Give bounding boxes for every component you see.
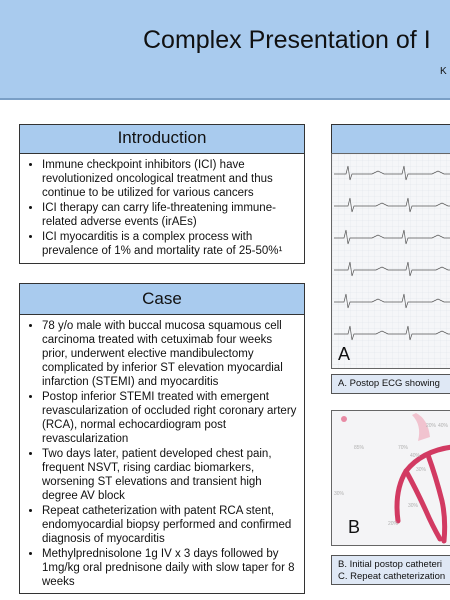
list-item: • Immune checkpoint inhibitors (ICI) have revolutionized oncological treatment and thus continue to be utilized for various cancers (42, 158, 298, 200)
angio-caption (331, 555, 450, 585)
case-body (19, 314, 305, 594)
stenosis-label: 30% (416, 467, 427, 473)
ecg-caption: A. Postop ECG showing (331, 374, 450, 394)
stenosis-label: 30% (408, 503, 419, 509)
poster-header (0, 0, 450, 100)
list-item: • Two days later, patient developed chest pain, frequent NSVT, rising cardiac biomarkers, worsening ST elevations and transient high degree AV block (42, 447, 298, 503)
angio-caption-line: C. Repeat catheterization (338, 571, 446, 582)
stenosis-label: 70% (398, 445, 409, 451)
angio-caption-line: B. Initial postop catheteri (338, 559, 443, 570)
case-heading: Case (19, 283, 305, 315)
list-item: • Postop inferior STEMI treated with emergent revascularization of occluded right coronary artery (RCA), normal echocardiogram post revascularization (42, 390, 298, 446)
ecg-image (331, 153, 450, 369)
poster-title: Complex Presentation of I (143, 26, 431, 54)
ecg-tracing (332, 154, 450, 369)
angiography-image (331, 410, 450, 546)
list-item: • 78 y/o male with buccal mucosa squamous cell carcinoma treated with cetuximab four weeks prior, underwent elective mandibulectomy complicated by inferior ST elevation myocardial infarction (STEMI) and myocarditis (42, 319, 298, 389)
introduction-body (19, 153, 305, 264)
angio-panel-letter: B (348, 517, 361, 537)
introduction-heading: Introduction (19, 124, 305, 154)
stenosis-label: 40% (410, 453, 421, 459)
ecg-panel-letter: A (338, 344, 351, 364)
list-item: • ICI myocarditis is a complex process with prevalence of 1% and mortality rate of 25-50%¹ (42, 230, 298, 258)
stenosis-label: 30% (334, 491, 345, 497)
stenosis-label: 85% (354, 445, 365, 451)
stenosis-label: 40% (438, 423, 449, 429)
figures-heading (331, 124, 450, 154)
list-item: • ICI therapy can carry life-threatening immune-related adverse events (irAEs) (42, 201, 298, 229)
stenosis-label: 20% (426, 423, 437, 429)
stenosis-label: 20% (388, 521, 399, 527)
case-list (26, 319, 298, 589)
poster-authors: K (440, 66, 447, 77)
list-item: • Methylprednisolone 1g IV x 3 days followed by 1mg/kg oral prednisone daily with slow taper for 8 weeks (42, 547, 298, 589)
list-item: • Repeat catheterization with patent RCA stent, endomyocardial biopsy performed and confirmed diagnosis of myocarditis (42, 504, 298, 546)
introduction-list (26, 158, 298, 258)
